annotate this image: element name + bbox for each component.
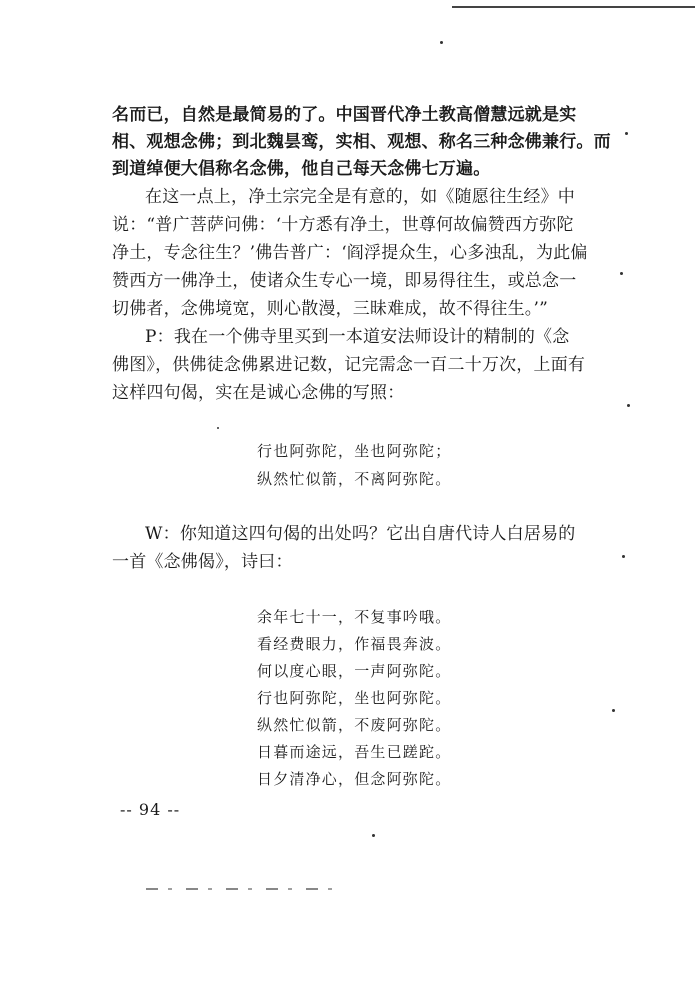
paragraph-line: 名而已，自然是最简易的了。中国晋代净土教高僧慧远就是实 (112, 105, 577, 125)
paragraph-line: 这样四句偈，实在是诚心念佛的写照： (112, 383, 405, 403)
verse-line: 行也阿弥陀，坐也阿弥陀； (257, 442, 452, 460)
scan-speck (625, 132, 628, 135)
paragraph-line: 一首《念佛偈》，诗曰： (112, 552, 293, 572)
poem-line: 余年七十一，不复事吟哦。 (257, 608, 452, 626)
poem-line: 日夕清净心，但念阿弥陀。 (257, 770, 452, 788)
verse-line: 纵然忙似箭，不离阿弥陀。 (257, 470, 452, 488)
scan-speck (622, 555, 625, 558)
scan-speck (372, 834, 375, 837)
paragraph-line: 到道绰便大倡称名念佛，他自己每天念佛七万遍。 (112, 159, 491, 179)
top-rule (452, 6, 695, 8)
paragraph-line: 赞西方一佛净土，使诸众生专心一境，即易得往生，或总念一 (112, 271, 577, 291)
paragraph-line: 切佛者，念佛境宽，则心散漫，三昧难成，故不得往生。’” (112, 299, 548, 319)
poem-line: 纵然忙似箭，不废阿弥陀。 (257, 716, 452, 734)
paragraph-line: 净土，专念往生？’佛告普广：‘阎浮提众生，心多浊乱，为此偏 (112, 243, 588, 263)
scan-speck (612, 709, 615, 712)
paragraph-line: 相、观想念佛；到北魏昙鸾，实相、观想、称名三种念佛兼行。而 (112, 132, 611, 152)
paragraph-line: 佛图》，供佛徒念佛累进记数，记完需念一百二十万次，上面有 (112, 355, 586, 375)
poem-line: 行也阿弥陀，坐也阿弥陀。 (257, 689, 452, 707)
scan-speck (217, 427, 219, 429)
poem-line: 何以度心眼，一声阿弥陀。 (257, 662, 452, 680)
page-number: -- 94 -- (120, 800, 181, 819)
paragraph-line: W：你知道这四句偈的出处吗？它出自唐代诗人白居易的 (145, 524, 576, 544)
paragraph-line: P：我在一个佛寺里买到一本道安法师设计的精制的《念 (145, 327, 570, 347)
paragraph-line: 说：“普广菩萨问佛：‘十方悉有净土，世尊何故偏赞西方弥陀 (112, 215, 574, 235)
paragraph-line: 在这一点上，净土宗完全是有意的，如《随愿往生经》中 (145, 187, 575, 207)
scan-speck (627, 404, 630, 407)
scan-noise-line (146, 888, 346, 890)
poem-line: 看经费眼力，作福畏奔波。 (257, 635, 452, 653)
poem-line: 日暮而途远，吾生已蹉跎。 (257, 743, 452, 761)
scan-speck (620, 272, 623, 275)
scan-speck (440, 41, 443, 44)
